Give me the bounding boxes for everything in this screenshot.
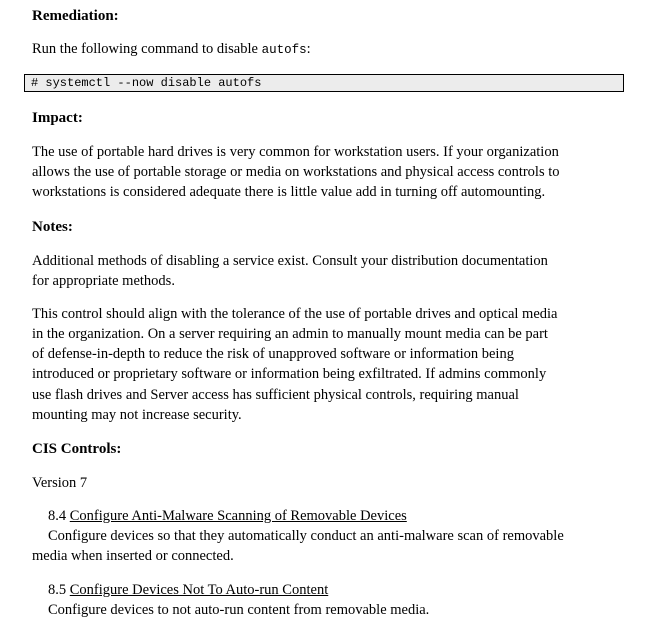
cis-controls-heading: CIS Controls: xyxy=(32,441,122,457)
control-8-4-title-row xyxy=(48,506,407,527)
control-8-5-link[interactable]: Configure Devices Not To Auto-run Content xyxy=(69,582,329,598)
notes-para2-line-5: use flash drives and Server access has sufficient physical controls, requiring manual xyxy=(32,387,519,403)
impact-line-3: workstations is considered adequate there is little value add in turning off automounting. xyxy=(32,184,546,200)
command-code-block: # systemctl --now disable autofs xyxy=(24,74,624,92)
notes-para2-line-6: mounting may not increase security. xyxy=(32,407,242,423)
inline-code-autofs: autofs xyxy=(261,43,307,57)
notes-para1-line-1: Additional methods of disabling a service exist. Consult your distribution documentation xyxy=(32,253,548,269)
notes-para2-line-1: This control should align with the tolerance of the use of portable drives and optical media xyxy=(32,306,558,322)
control-8-4-desc-line-2: media when inserted or connected. xyxy=(32,548,234,564)
notes-heading: Notes: xyxy=(32,219,73,235)
impact-heading: Impact: xyxy=(32,110,83,126)
notes-para2-line-4: introduced or proprietary software or information being exfiltrated. If admins commonly xyxy=(32,366,547,382)
control-8-4-number: 8.4 xyxy=(48,508,67,524)
control-8-4-link[interactable]: Configure Anti-Malware Scanning of Removable Devices xyxy=(69,508,407,524)
impact-line-2: allows the use of portable storage or media on workstations and physical access controls to xyxy=(32,164,560,180)
impact-line-1: The use of portable hard drives is very common for workstation users. If your organization xyxy=(32,144,559,160)
control-8-5-title-row xyxy=(48,580,328,601)
control-8-5-desc-line-1: Configure devices to not auto-run content from removable media. xyxy=(48,602,430,618)
remediation-intro xyxy=(32,39,311,61)
notes-para2-line-2: in the organization. On a server requiring an admin to manually mount media can be part xyxy=(32,326,548,342)
cis-version: Version 7 xyxy=(32,475,88,491)
remediation-intro-colon: : xyxy=(306,41,311,57)
control-8-5-number: 8.5 xyxy=(48,582,67,598)
notes-para1-line-2: for appropriate methods. xyxy=(32,273,175,289)
notes-para2-line-3: of defense-in-depth to reduce the risk of unapproved software or information being xyxy=(32,346,514,362)
remediation-intro-text: Run the following command to disable xyxy=(32,41,262,57)
control-8-4-desc-line-1: Configure devices so that they automatically conduct an anti-malware scan of removable xyxy=(48,528,564,544)
remediation-heading: Remediation: xyxy=(32,8,119,24)
